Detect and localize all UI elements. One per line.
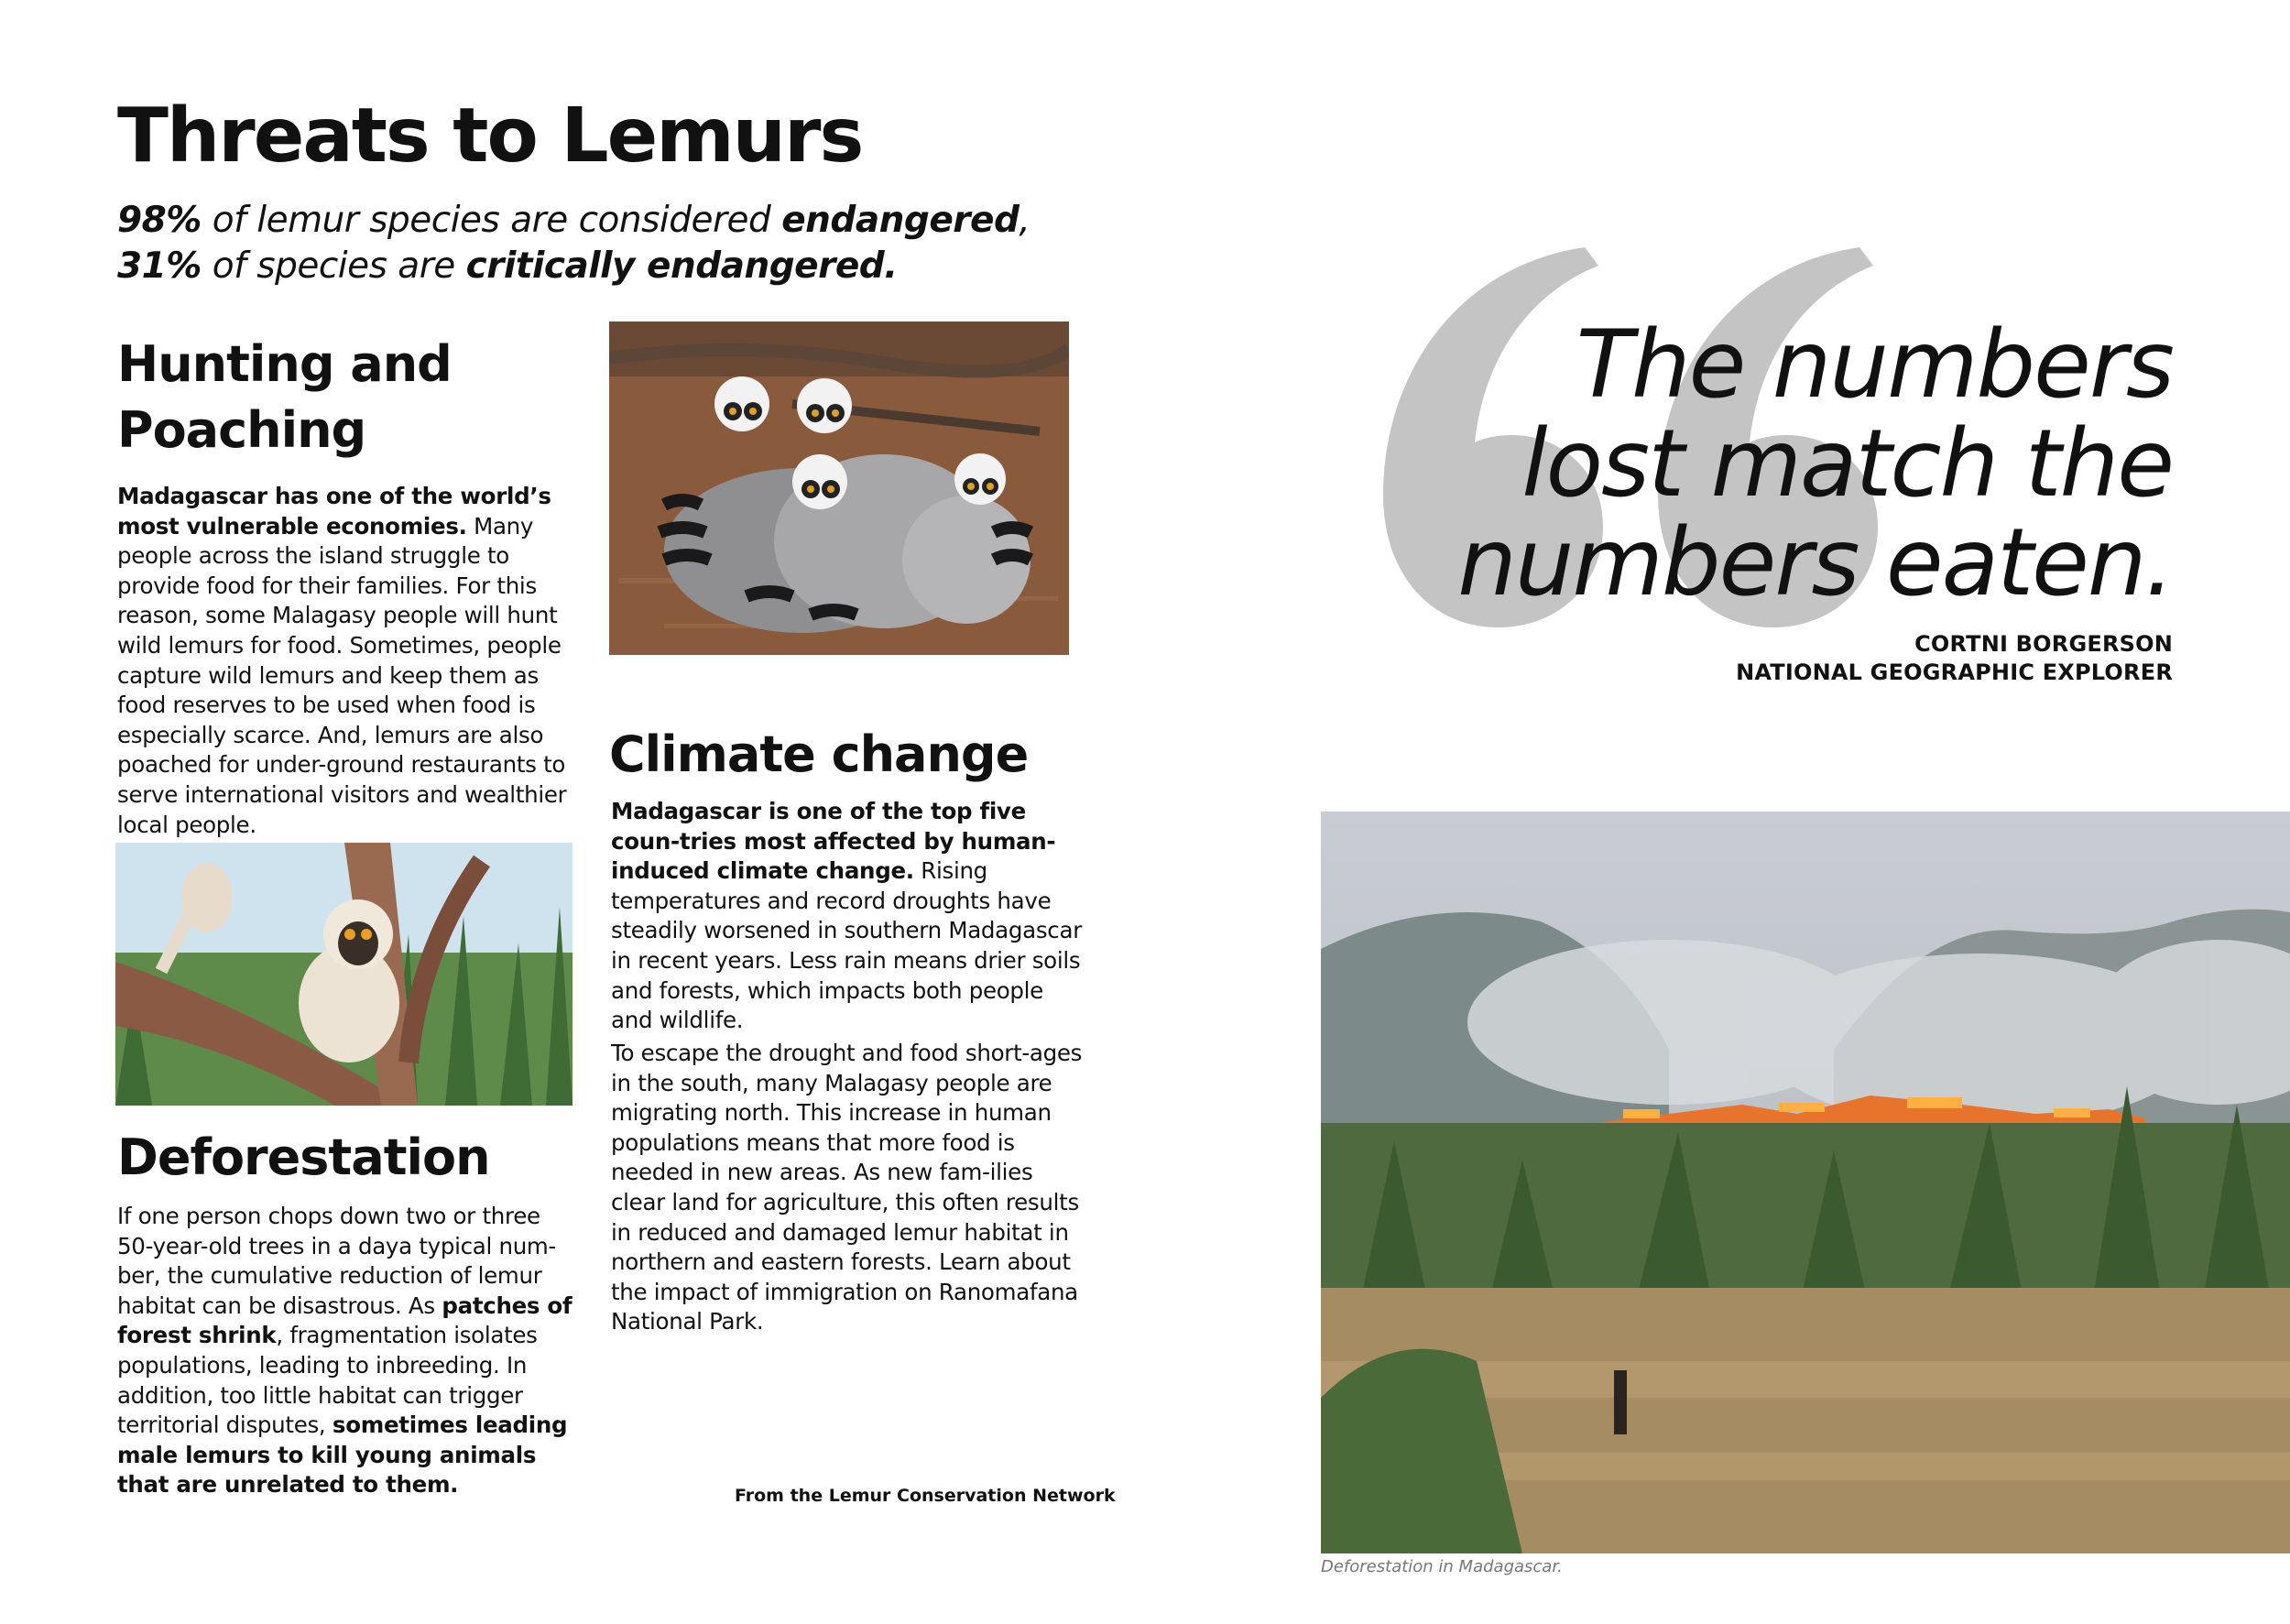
quote-attribution	[1736, 630, 2173, 687]
quote-author: CORTNI BORGERSON	[1914, 631, 2173, 657]
stat-endangered: 98%	[117, 200, 202, 241]
photo-caption: Deforestation in Madagascar.	[1321, 1557, 1563, 1576]
page-title: Threats to Lemurs	[117, 93, 863, 180]
deforestation-heading: Deforestation	[117, 1128, 490, 1186]
deforestation-text: If one person chops down two or three 50-year-old trees in a daya typical num-ber, the cumulative reduction of lemur habitat can be disastrous. As patches of forest shrink, fragmentation isolates populations, leading to inbreeding. In addition, too little habitat can trigger territorial disputes, sometimes leading male lemurs to kill young animals that are unrelated to them.	[117, 1203, 572, 1499]
climate-change-heading: Climate change	[609, 725, 1029, 783]
stat-critically-endangered: 31%	[117, 245, 202, 287]
deforestation-fire-photo	[1321, 812, 2290, 1553]
source-credit: From the Lemur Conservation Network	[735, 1486, 1116, 1506]
subtitle: 98% of lemur species are considered endangered, 31% of species are critically endangered.	[117, 200, 1030, 287]
quote-author-role: NATIONAL GEOGRAPHIC EXPLORER	[1736, 659, 2173, 685]
hunting-text: Madagascar has one of the world’s most vulnerable economies. Many people across the island struggle to provide food for their families. For this reason, some Malagasy people will hunt wild lemurs for food. Sometimes, people capture wild lemurs and keep them as food reserves to be used when food is especially scarce. And, lemurs are also poached for under-ground restaurants to serve international visitors and wealthier local people.	[117, 483, 567, 838]
pull-quote: The numbers lost match the numbers eaten.	[1457, 311, 2173, 617]
hunting-heading: Hunting and Poaching	[117, 335, 452, 459]
ring-tailed-lemurs-photo	[609, 322, 1069, 655]
climate-change-text: Madagascar is one of the top five coun-tries most affected by human-induced climate change. Rising temperatures and record droughts have steadily worsened in southern Madagascar in recent years. Less rain means drier soils and forests, which impacts both people and wildlife.	[611, 798, 1082, 1034]
sifaka-lemur-photo	[115, 843, 572, 1106]
climate-change-text-2: To escape the drought and food short-ages in the south, many Malagasy people are migrating north. This increase in human populations means that more food is needed in new areas. As new fam-ilies clear land for agriculture, this often results in reduced and damaged lemur habitat in northern and eastern forests. Learn about the impact of immigration on Ranomafana National Park.	[611, 1040, 1083, 1335]
